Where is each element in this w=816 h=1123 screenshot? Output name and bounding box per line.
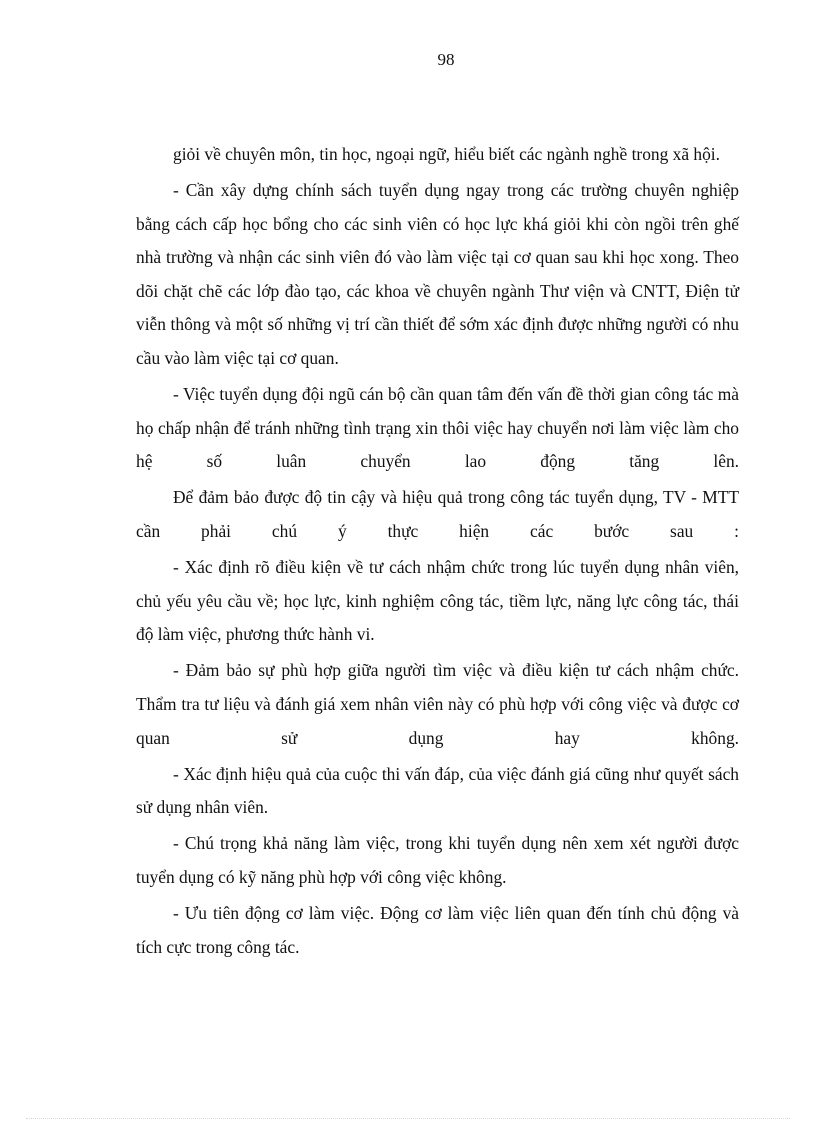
paragraph-9: - Ưu tiên động cơ làm việc. Động cơ làm việc liên quan đến tính chủ động và tích cực trong công tác. bbox=[136, 903, 739, 957]
paragraph-1: giỏi về chuyên môn, tin học, ngoại ngữ, hiểu biết các ngành nghề trong xã hội. bbox=[173, 144, 720, 164]
paragraph-7: - Xác định hiệu quả của cuộc thi vấn đáp, của việc đánh giá cũng như quyết sách sử dụng nhân viên. bbox=[136, 763, 739, 818]
paragraph-3: - Việc tuyển dụng đội ngũ cán bộ cần quan tâm đến vấn đề thời gian công tác mà họ chấp nhận để tránh những tình trạng xin thôi việc hay chuyển nơi làm việc làm cho hệ số luân chuyển lao động tăng lên. bbox=[136, 384, 739, 472]
page-number: 98 bbox=[437, 50, 455, 69]
paragraph-2: - Cần xây dựng chính sách tuyển dụng ngay trong các trường chuyên nghiệp bằng cách cấp học bổng cho các sinh viên có học lực khá giỏi khi còn ngồi trên ghế nhà trường và nhận các sinh viên đó vào làm việc tại cơ quan sau khi học xong. Theo dõi chặt chẽ các lớp đào tạo, các khoa về chuyên ngành Thư viện và CNTT, Điện tử viễn thông và một số những vị trí cần thiết để sớm xác định được những người có nhu cầu vào làm việc tại cơ quan. bbox=[136, 180, 739, 369]
document-body bbox=[136, 138, 739, 964]
paragraph-4: Để đảm bảo được độ tin cậy và hiệu quả trong công tác tuyển dụng, TV - MTT cần phải chú ý thực hiện các bước sau : bbox=[136, 487, 739, 542]
paragraph-5: - Xác định rõ điều kiện về tư cách nhậm chức trong lúc tuyển dụng nhân viên, chủ yếu yêu cầu về; học lực, kinh nghiệm công tác, tiềm lực, năng lực công tác, thái độ làm việc, phương thức hành vi. bbox=[136, 557, 739, 645]
paragraph-8: - Chú trọng khả năng làm việc, trong khi tuyển dụng nên xem xét người được tuyển dụng có kỹ năng phù hợp với công việc không. bbox=[136, 833, 739, 887]
paragraph-6: - Đảm bảo sự phù hợp giữa người tìm việc và điều kiện tư cách nhậm chức. Thẩm tra tư liệu và đánh giá xem nhân viên này có phù hợp với công việc và được cơ quan sử dụng hay không. bbox=[136, 660, 739, 748]
page-bottom-divider bbox=[26, 1118, 790, 1119]
